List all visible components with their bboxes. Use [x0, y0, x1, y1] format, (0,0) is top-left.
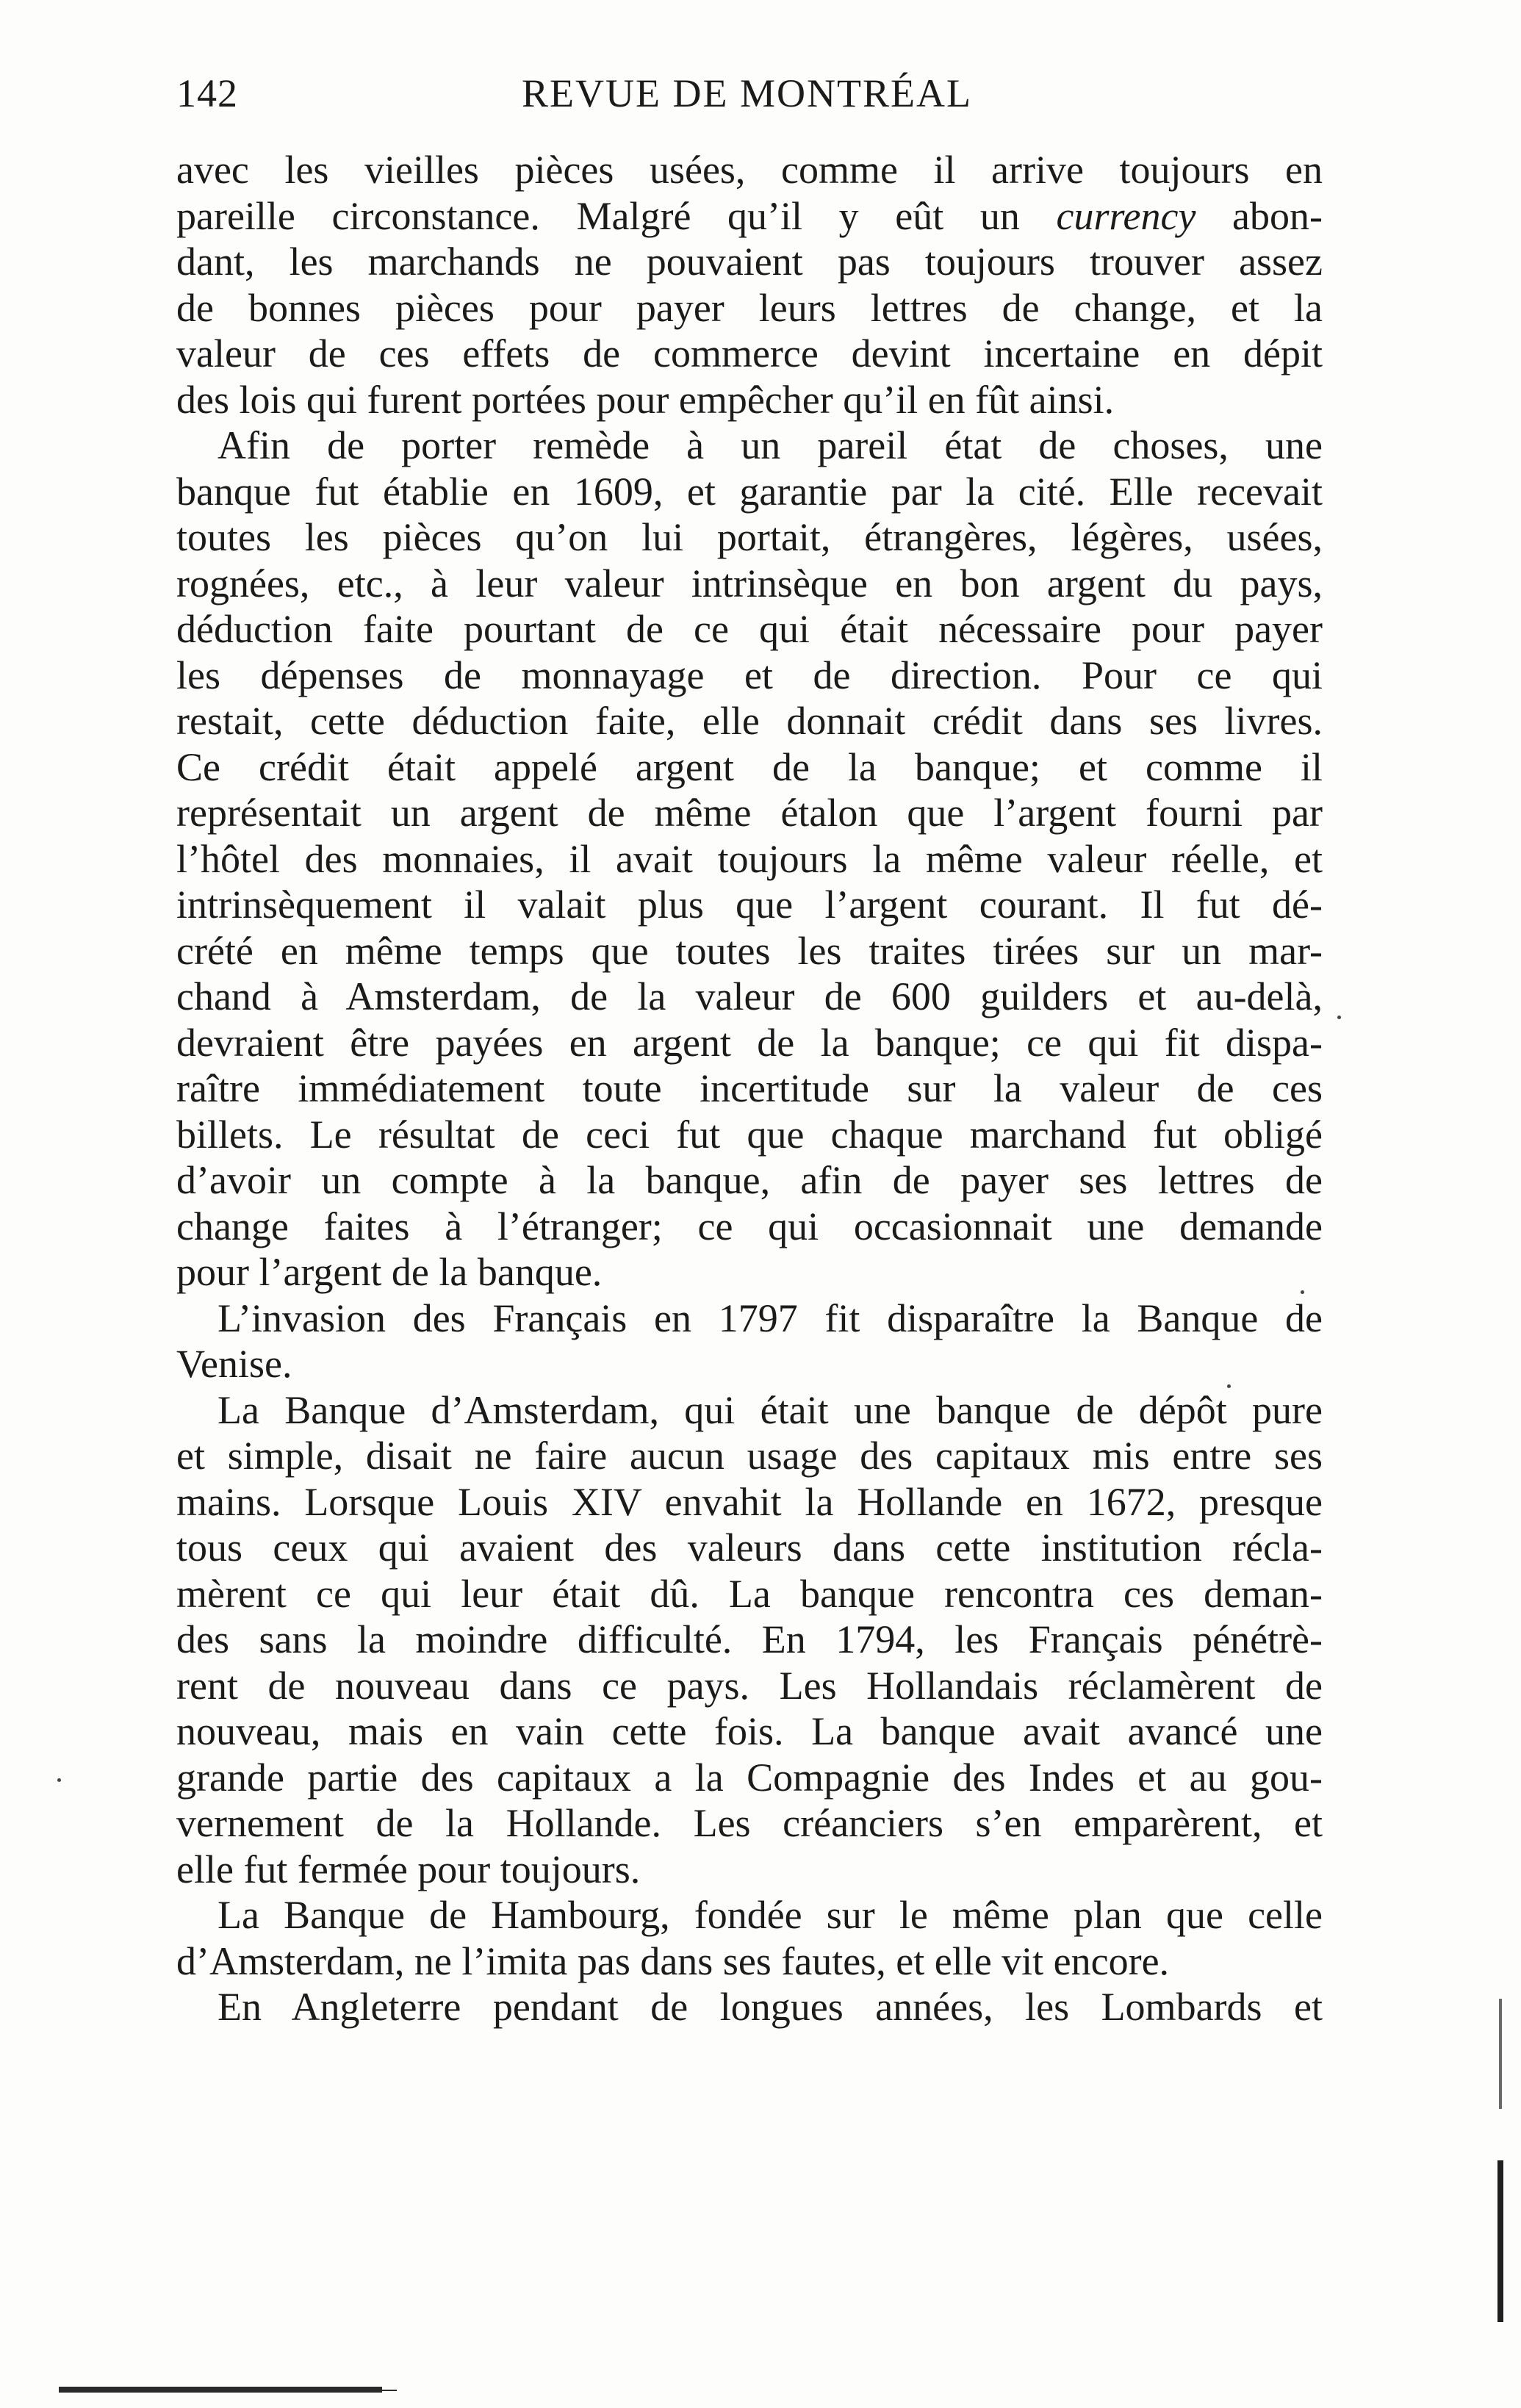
text-line: raître immédiatement toute incertitude sur la valeur de ces — [176, 1066, 1323, 1110]
text-line: La Banque d’Amsterdam, qui était une banque de dépôt pure — [217, 1387, 1323, 1432]
ink-speck — [1301, 1290, 1304, 1294]
text-line: L’invasion des Français en 1797 fit disparaître la Banque de — [217, 1295, 1323, 1340]
text-line: avec les vieilles pièces usées, comme il arrive toujours en — [176, 148, 1323, 192]
text-line: pour l’argent de la banque. — [176, 1250, 603, 1294]
text-line: d’Amsterdam, ne l’imita pas dans ses fautes, et elle vit encore. — [176, 1938, 1170, 1983]
text-line: pareille circonstance. Malgré qu’il y eût un currency abon- — [176, 193, 1323, 238]
text-line: toutes les pièces qu’on lui portait, étrangères, légères, usées, — [176, 515, 1323, 559]
text-line: l’hôtel des monnaies, il avait toujours la même valeur réelle, et — [176, 836, 1323, 881]
running-title: REVUE DE MONTRÉAL — [522, 71, 972, 115]
text-line: restait, cette déduction faite, elle donnait crédit dans ses livres. — [176, 699, 1323, 743]
page-header — [176, 71, 1323, 129]
text-line: mains. Lorsque Louis XIV envahit la Hollande en 1672, presque — [176, 1479, 1323, 1524]
text-line: Venise. — [176, 1342, 292, 1386]
text-line: change faites à l’étranger; ce qui occasionnait une demande — [176, 1204, 1323, 1248]
text-line: valeur de ces effets de commerce devint incertaine en dépit — [176, 331, 1323, 375]
text-line: Afin de porter remède à un pareil état de choses, une — [217, 423, 1323, 467]
ink-speck — [1337, 1016, 1341, 1019]
text-line: nouveau, mais en vain cette fois. La banque avait avancé une — [176, 1709, 1323, 1753]
text-line: Ce crédit était appelé argent de la banque; et comme il — [176, 744, 1323, 789]
text-line: représentait un argent de même étalon que l’argent fourni par — [176, 791, 1323, 835]
text-line: déduction faite pourtant de ce qui était nécessaire pour payer — [176, 607, 1323, 651]
text-line: rent de nouveau dans ce pays. Les Hollandais réclamèrent de — [176, 1663, 1323, 1708]
text-line: banque fut établie en 1609, et garantie par la cité. Elle recevait — [176, 469, 1323, 514]
text-line: vernement de la Hollande. Les créanciers s’en emparèrent, et — [176, 1801, 1323, 1845]
text-line: dant, les marchands ne pouvaient pas toujours trouver assez — [176, 240, 1323, 284]
text-line: En Angleterre pendant de longues années, les Lombards et — [217, 1985, 1323, 2029]
text-line: tous ceux qui avaient des valeurs dans cette institution récla- — [176, 1525, 1323, 1570]
text-line: mèrent ce qui leur était dû. La banque rencontra ces deman- — [176, 1571, 1323, 1616]
text-line: d’avoir un compte à la banque, afin de payer ses lettres de — [176, 1158, 1323, 1202]
text-line: chand à Amsterdam, de la valeur de 600 guilders et au-delà, — [176, 974, 1323, 1018]
text-line: devraient être payées en argent de la banque; ce qui fit dispa- — [176, 1020, 1323, 1065]
text-line: billets. Le résultat de ceci fut que chaque marchand fut obligé — [176, 1112, 1323, 1157]
ink-speck — [1227, 1384, 1231, 1388]
text-line: grande partie des capitaux a la Compagnie des Indes et au gou- — [176, 1755, 1323, 1800]
text-line: rognées, etc., à leur valeur intrinsèque en bon argent du pays, — [176, 561, 1323, 605]
text-line: elle fut fermée pour toujours. — [176, 1847, 641, 1891]
bottom-rule-tail — [279, 2390, 397, 2391]
text-line: intrinsèquement il valait plus que l’argent courant. Il fut dé- — [176, 883, 1323, 927]
text-line: de bonnes pièces pour payer leurs lettres de change, et la — [176, 285, 1323, 330]
scan-edge-bar — [1497, 2160, 1503, 2322]
page-number: 142 — [176, 71, 238, 115]
text-line: les dépenses de monnayage et de direction. Pour ce qui — [176, 653, 1323, 697]
text-line: crété en même temps que toutes les traites tirées sur un mar- — [176, 928, 1323, 973]
ink-speck — [57, 1778, 61, 1782]
text-line: La Banque de Hambourg, fondée sur le même plan que celle — [217, 1893, 1323, 1937]
body-text — [176, 147, 1323, 2030]
text-line: et simple, disait ne faire aucun usage des capitaux mis entre ses — [176, 1434, 1323, 1478]
italic-word: currency — [1056, 193, 1196, 238]
scan-edge-mark — [1499, 1999, 1502, 2109]
text-line: des sans la moindre difficulté. En 1794, les Français pénétrè- — [176, 1617, 1323, 1661]
text-line: des lois qui furent portées pour empêcher qu’il en fût ainsi. — [176, 377, 1115, 422]
